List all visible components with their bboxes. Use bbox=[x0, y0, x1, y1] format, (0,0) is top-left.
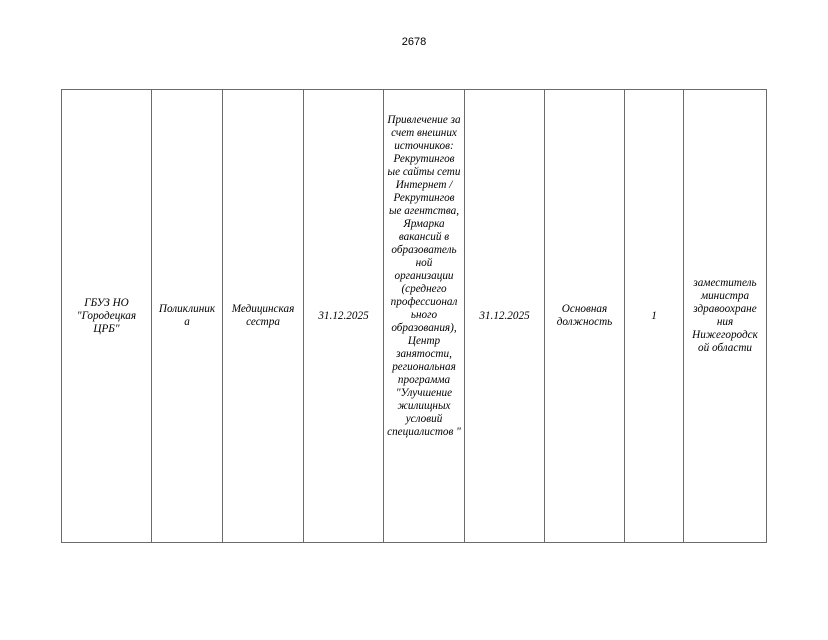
cell-count: 1 bbox=[625, 90, 684, 543]
data-table bbox=[61, 89, 767, 543]
cell-position-type: Основная должность bbox=[545, 90, 625, 543]
page-number: 2678 bbox=[401, 36, 427, 48]
cell-department: Поликлиник а bbox=[152, 90, 223, 543]
cell-date-end: 31.12.2025 bbox=[465, 90, 545, 543]
table-row bbox=[62, 90, 767, 543]
cell-date-start: 31.12.2025 bbox=[304, 90, 384, 543]
cell-methods: Привлечение за счет внешних источников: Рекрутингов ые сайты сети Интернет / Рекрутингов ые агентства, Ярмарка вакансий в образователь ной организации (среднего профессионал ьного образования), Центр занятости, региональная программа "Улучшение жилищных условий специалистов " bbox=[384, 90, 465, 543]
cell-position: Медицинская сестра bbox=[223, 90, 304, 543]
cell-responsible: заместитель министра здравоохране ния Нижегородск ой области bbox=[684, 90, 767, 543]
cell-organization: ГБУЗ НО "Городецкая ЦРБ" bbox=[62, 90, 152, 543]
